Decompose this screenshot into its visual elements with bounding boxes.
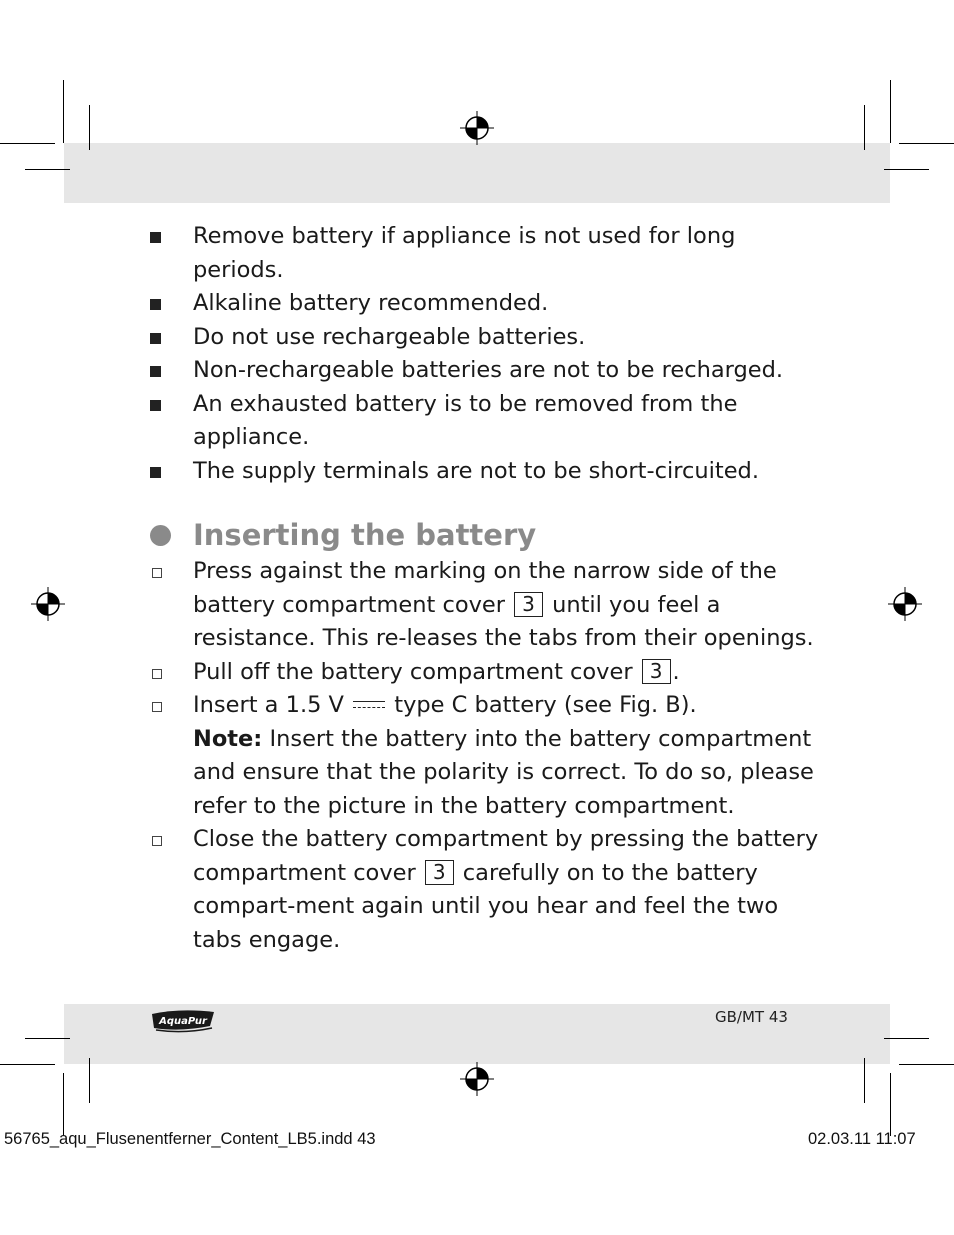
- checkbox-bullet-icon: [152, 836, 162, 846]
- square-bullet-icon: [150, 333, 161, 344]
- list-item: An exhausted battery is to be removed from the appliance.: [150, 388, 830, 455]
- note-text: Insert the battery into the battery compartment and ensure that the polarity is correct. To do so, please refer to the picture in the battery compartment.: [193, 725, 814, 819]
- page-content: [150, 220, 830, 957]
- checkbox-bullet-icon: [152, 702, 162, 712]
- header-band: [64, 143, 890, 203]
- list-item: Non-rechargeable batteries are not to be recharged.: [150, 354, 830, 388]
- list-item: Alkaline battery recommended.: [150, 287, 830, 321]
- part-reference: 3: [425, 860, 454, 885]
- square-bullet-icon: [150, 400, 161, 411]
- step-item: Pull off the battery compartment cover 3 .: [150, 656, 830, 690]
- part-reference: 3: [514, 592, 543, 617]
- registration-mark-icon: [30, 586, 66, 622]
- registration-mark-icon: [459, 110, 495, 146]
- square-bullet-icon: [150, 232, 161, 243]
- page-number: GB/MT 43: [715, 1008, 788, 1026]
- part-reference: 3: [642, 659, 671, 684]
- step-item: Press against the marking on the narrow side of the battery compartment cover 3 until you feel a resistance. This re-leases the tabs from their openings.: [150, 555, 830, 656]
- precautions-list: [150, 220, 830, 488]
- section-heading: Inserting the battery: [150, 515, 830, 555]
- step-item: Close the battery compartment by pressing the battery compartment cover 3 carefully on to the battery compart-ment again until you hear and feel the two tabs engage.: [150, 823, 830, 957]
- aquapur-logo: [150, 1006, 216, 1036]
- date-slug: 02.03.11 11:07: [808, 1130, 916, 1148]
- list-item: Remove battery if appliance is not used for long periods.: [150, 220, 830, 287]
- steps-list: [150, 555, 830, 957]
- circle-bullet-icon: [150, 525, 171, 546]
- note-label: Note:: [193, 725, 263, 752]
- list-item: Do not use rechargeable batteries.: [150, 321, 830, 355]
- square-bullet-icon: [150, 366, 161, 377]
- list-item: The supply terminals are not to be short-circuited.: [150, 455, 830, 489]
- direct-current-icon: [353, 700, 385, 710]
- step-item: Insert a 1.5 V type C battery (see Fig. B). Note: Insert the battery into the battery compartment and ensure that the polarity is correct. To do so, please refer to the picture in the battery compartment.: [150, 689, 830, 823]
- square-bullet-icon: [150, 467, 161, 478]
- registration-mark-icon: [887, 586, 923, 622]
- logo-text: AquaPur: [159, 1016, 207, 1027]
- square-bullet-icon: [150, 299, 161, 310]
- checkbox-bullet-icon: [152, 669, 162, 679]
- checkbox-bullet-icon: [152, 568, 162, 578]
- file-slug: 56765_aqu_Flusenentferner_Content_LB5.indd 43: [4, 1130, 376, 1148]
- registration-mark-icon: [459, 1061, 495, 1097]
